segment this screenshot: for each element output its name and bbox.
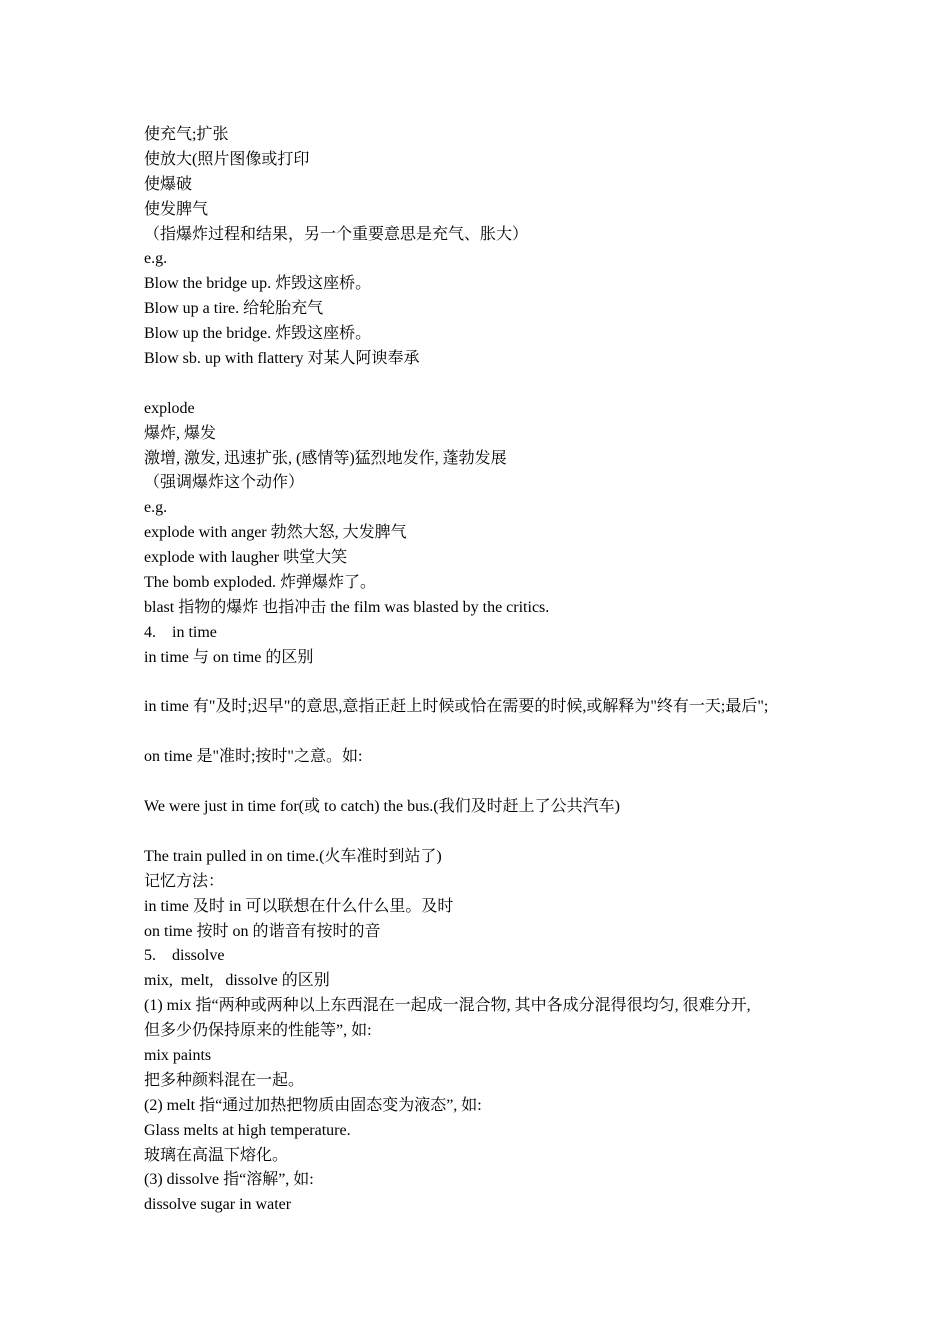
text-line: explode: [144, 399, 195, 417]
text-line: (1) mix 指“两种或两种以上东西混在一起成一混合物, 其中各成分混得很均匀, 很难分开,: [144, 997, 751, 1015]
text-line: (3) dissolve 指“溶解”, 如:: [144, 1171, 314, 1189]
blank-line: [144, 770, 820, 795]
text-line: Blow the bridge up. 炸毁这座桥。: [144, 275, 372, 293]
text-line: 爆炸, 爆发: [144, 424, 217, 442]
text-line: （指爆炸过程和结果，另一个重要意思是充气、胀大）: [144, 225, 529, 243]
text-line: Blow up the bridge. 炸毁这座桥。: [144, 325, 372, 343]
text-line: on time 按时 on 的谐音有按时的音: [144, 922, 381, 940]
document-page: [144, 123, 820, 1218]
text-line: 记忆方法：: [144, 872, 225, 890]
blank-line: [144, 671, 820, 696]
text-line: e.g.: [144, 250, 168, 268]
text-line: in time 与 on time 的区别: [144, 648, 314, 666]
text-line: 使爆破: [144, 175, 193, 193]
text-line: The train pulled in on time.(火车准时到站了): [144, 847, 442, 865]
blank-line: [144, 720, 820, 745]
text-line: (2) melt 指“通过加热把物质由固态变为液态”, 如:: [144, 1096, 482, 1114]
text-line: explode with laugher 哄堂大笑: [144, 549, 348, 567]
text-line: （强调爆炸这个动作）: [144, 474, 305, 492]
text-line: mix paints: [144, 1046, 212, 1064]
text-line: 玻璃在高温下熔化。: [144, 1146, 289, 1164]
text-line: Blow sb. up with flattery 对某人阿谀奉承: [144, 350, 420, 368]
text-line: in time 及时 in 可以联想在什么什么里。及时: [144, 897, 454, 915]
text-line: explode with anger 勃然大怒, 大发脾气: [144, 524, 407, 542]
blank-line: [144, 820, 820, 845]
text-line: We were just in time for(或 to catch) the bus.(我们及时赶上了公共汽车): [144, 798, 620, 816]
blank-line: [144, 372, 820, 397]
text-line: on time 是"准时;按时"之意。如:: [144, 748, 363, 766]
text-line: e.g.: [144, 499, 168, 517]
text-line: blast 指物的爆炸 也指冲击 the film was blasted by the critics.: [144, 598, 550, 616]
text-line: 使充气;扩张: [144, 126, 229, 143]
text-line: 激增, 激发, 迅速扩张, (感情等)猛烈地发作, 蓬勃发展: [144, 449, 507, 467]
text-line: 使放大(照片图像或打印: [144, 150, 310, 168]
text-line: in time 有"及时;迟早"的意思,意指正赶上时候或恰在需要的时候,或解释为"终有一天;最后";: [144, 698, 769, 716]
text-line: 使发脾气: [144, 200, 209, 218]
text-line: The bomb exploded. 炸弹爆炸了。: [144, 574, 376, 592]
section-heading: 4. in time: [144, 623, 217, 641]
text-line: Glass melts at high temperature.: [144, 1121, 351, 1139]
text-line: 但多少仍保持原来的性能等”, 如:: [144, 1022, 372, 1040]
section-heading: 5. dissolve: [144, 947, 225, 965]
text-line: 把多种颜料混在一起。: [144, 1071, 305, 1089]
text-line: Blow up a tire. 给轮胎充气: [144, 300, 324, 318]
text-line: dissolve sugar in water: [144, 1196, 292, 1214]
text-line: mix, melt, dissolve 的区别: [144, 972, 330, 990]
